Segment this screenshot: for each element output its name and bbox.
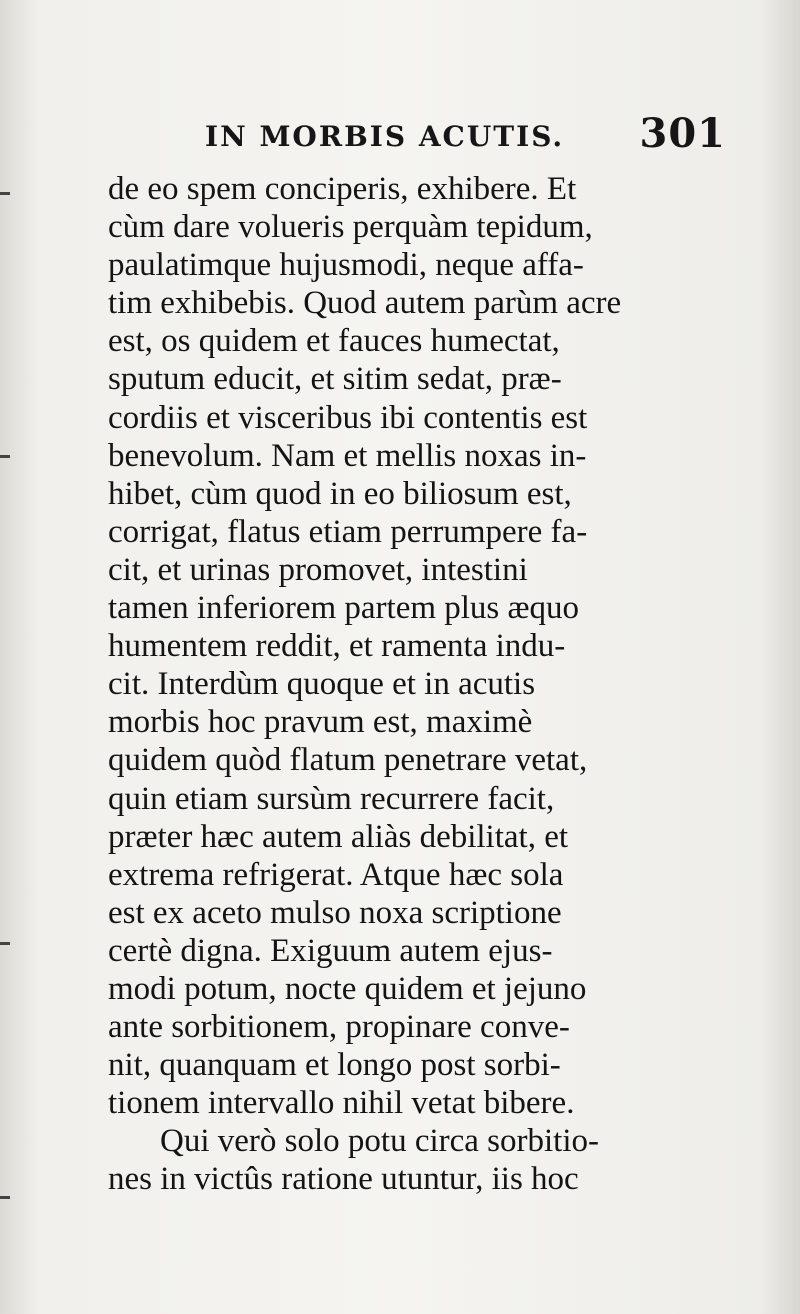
text-line: tamen inferiorem partem plus æquo — [108, 590, 580, 627]
text-line: paulatimque hujusmodi, neque affa- — [108, 247, 584, 284]
text-line: cordiis et visceribus ibi contentis est — [108, 399, 588, 436]
text-line: ante sorbitionem, propinare conve- — [108, 1009, 570, 1046]
margin-mark — [0, 192, 10, 195]
paragraph-start-line: Qui verò solo potu circa sorbitio- — [160, 1123, 599, 1160]
text-line: de eo spem conciperis, exhibere. Et — [108, 171, 577, 207]
text-line: quin etiam sursùm recurrere facit, — [108, 780, 555, 817]
text-line: corrigat, flatus etiam perrumpere fa- — [108, 513, 588, 550]
page-number: 301 — [639, 110, 726, 157]
text-line: nes in victûs ratione utuntur, iis hoc — [108, 1161, 579, 1198]
text-line: humentem reddit, et ramenta indu- — [108, 628, 566, 665]
text-line: tionem intervallo nihil vetat bibere. — [108, 1085, 575, 1122]
text-line: tim exhibebis. Quod autem parùm acre — [108, 285, 622, 322]
running-head: IN MORBIS ACUTIS. — [205, 120, 565, 153]
text-line: cùm dare volueris perquàm tepidum, — [108, 209, 593, 246]
text-line: benevolum. Nam et mellis noxas in- — [108, 437, 587, 474]
text-line: sputum educit, et sitim sedat, præ- — [108, 361, 562, 398]
margin-mark — [0, 1196, 10, 1199]
text-line: extrema refrigerat. Atque hæc sola — [108, 856, 564, 893]
text-line: modi potum, nocte quidem et jejuno — [108, 970, 587, 1007]
text-line: nit, quanquam et longo post sorbi- — [108, 1047, 561, 1084]
text-line: hibet, cùm quod in eo biliosum est, — [108, 475, 572, 512]
text-line: quidem quòd flatum penetrare vetat, — [108, 742, 588, 779]
text-line: est, os quidem et fauces humectat, — [108, 323, 560, 360]
page-header — [110, 108, 730, 160]
text-line: est ex aceto mulso noxa scriptione — [108, 894, 562, 931]
text-line: morbis hoc pravum est, maximè — [108, 704, 533, 741]
body-text — [108, 170, 733, 1199]
margin-mark — [0, 455, 10, 458]
text-line: præter hæc autem aliàs debilitat, et — [108, 818, 569, 855]
text-line: cit. Interdùm quoque et in acutis — [108, 666, 536, 703]
margin-mark — [0, 942, 10, 945]
text-line: certè digna. Exiguum autem ejus- — [108, 932, 553, 969]
text-line: cit, et urinas promovet, intestini — [108, 551, 528, 588]
